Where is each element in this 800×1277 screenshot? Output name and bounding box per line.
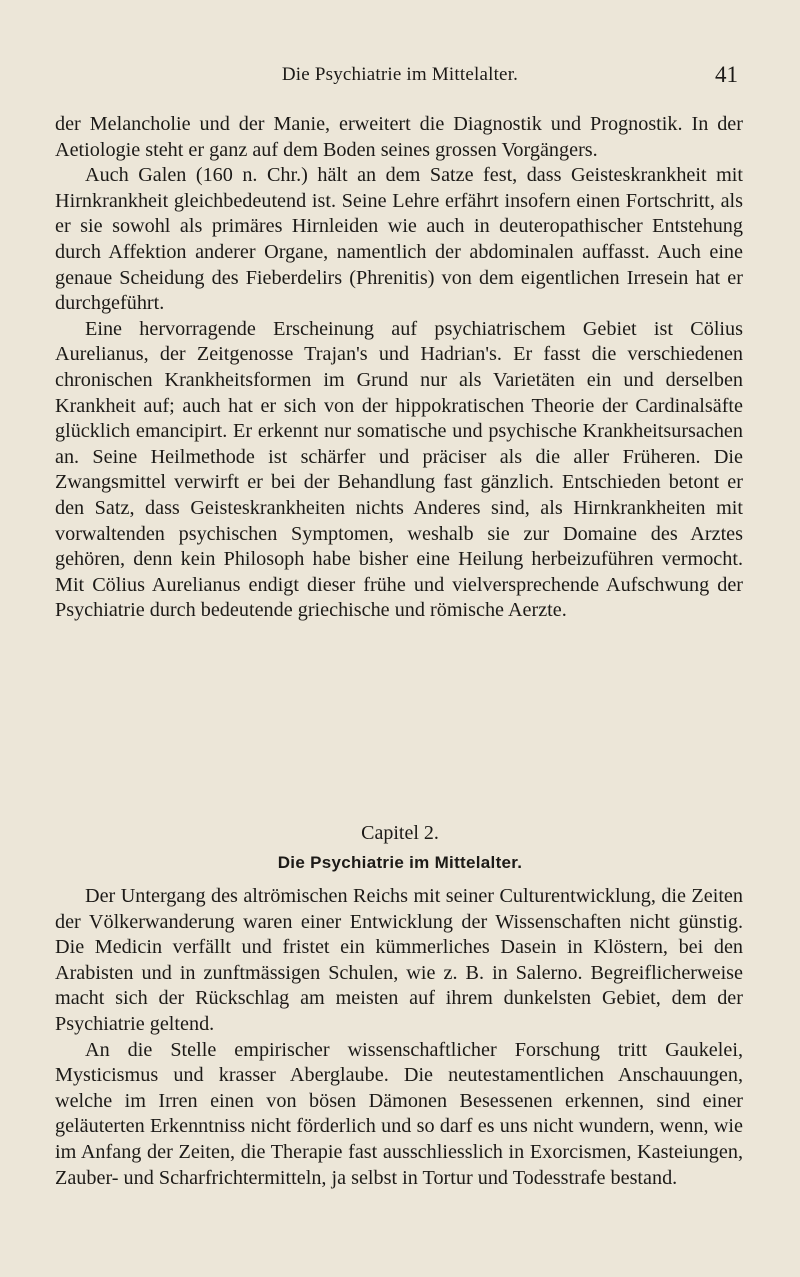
paragraph: Der Untergang des altrömischen Reichs mit seiner Culturentwicklung, die Zeiten der Völkerwanderung waren einer Entwicklung der Wissenschaften nicht günstig. Die Medicin verfällt und fristet ein kümmerliches Dasein in Klöstern, bei den Arabisten und in zunftmässigen Schulen, wie z. B. in Salerno. Begreiflicherweise macht sich der Rückschlag am meisten auf ihrem dunkelsten Gebiet, dem der Psychiatrie geltend. [55, 885, 743, 1035]
running-head [0, 62, 800, 92]
text-block-upper [55, 112, 743, 624]
running-title: Die Psychiatrie im Mittelalter. [281, 64, 519, 85]
paragraph: Auch Galen (160 n. Chr.) hält an dem Satze fest, dass Geisteskrankheit mit Hirnkrankheit gleichbedeutend ist. Seine Lehre erfährt insofern einen Fortschritt, als er sie sowohl als primäres Hirnleiden wie auch in deuteropathischer Entstehung durch Affektion anderer Organe, namentlich der abdominalen auffasst. Auch eine genaue Scheidung des Fieberdelirs (Phrenitis) von dem eigentlichen Irresein hat er durchgeführt. [55, 164, 743, 315]
paragraph: An die Stelle empirischer wissenschaftlicher Forschung tritt Gaukelei, Mysticismus und krasser Aberglaube. Die neutestamentlichen Anschauungen, welche im Irren einen von bösen Dämonen Besessenen erkennen, sind einer geläuterten Erkenntniss nicht förderlich und so darf es uns nicht wundern, wenn, wie im Anfang der Zeiten, die Therapie fast ausschliesslich in Exorcismen, Kasteiungen, Zauber- und Scharfrichtermitteln, ja selbst in Tortur und Todesstrafe bestand. [55, 1038, 743, 1189]
paragraph: Eine hervorragende Erscheinung auf psychiatrischem Gebiet ist Cölius Aurelianus, der Zeitgenosse Trajan's und Hadrian's. Er fasst die verschiedenen chronischen Krankheitsformen im Grund nur als Varietäten ein und derselben Krankheit auf; auch hat er sich von der hippokratischen Theorie der Cardinalsäfte glücklich emancipirt. Er erkennt nur somatische und psychische Krankheitsursachen an. Seine Heilmethode ist schärfer und präciser als die aller Früheren. Die Zwangsmittel verwirft er bei der Behandlung fast gänzlich. Entschieden betont er den Satz, dass Geisteskrankheiten nichts Anderes sind, als Hirnkrankheiten mit vorwaltenden psychischen Symptomen, weshalb sie zur Domaine des Arztes gehören, denn kein Philosoph habe bisher eine Heilung herbeizuführen vermocht. Mit Cölius Aurelianus endigt dieser frühe und vielversprechende Aufschwung der Psychiatrie durch bedeutende griechische und römische Aerzte. [55, 317, 743, 622]
chapter-label: Capitel 2. [361, 822, 439, 844]
page-number: 41 [715, 62, 738, 87]
chapter-title: Die Psychiatrie im Mittelalter. [277, 853, 523, 872]
paragraph: der Melancholie und der Manie, erweitert die Diagnostik und Prognostik. In der Aetiologie steht er ganz auf dem Boden seines grossen Vorgängers. [55, 113, 743, 161]
text-block-lower [55, 884, 743, 1191]
